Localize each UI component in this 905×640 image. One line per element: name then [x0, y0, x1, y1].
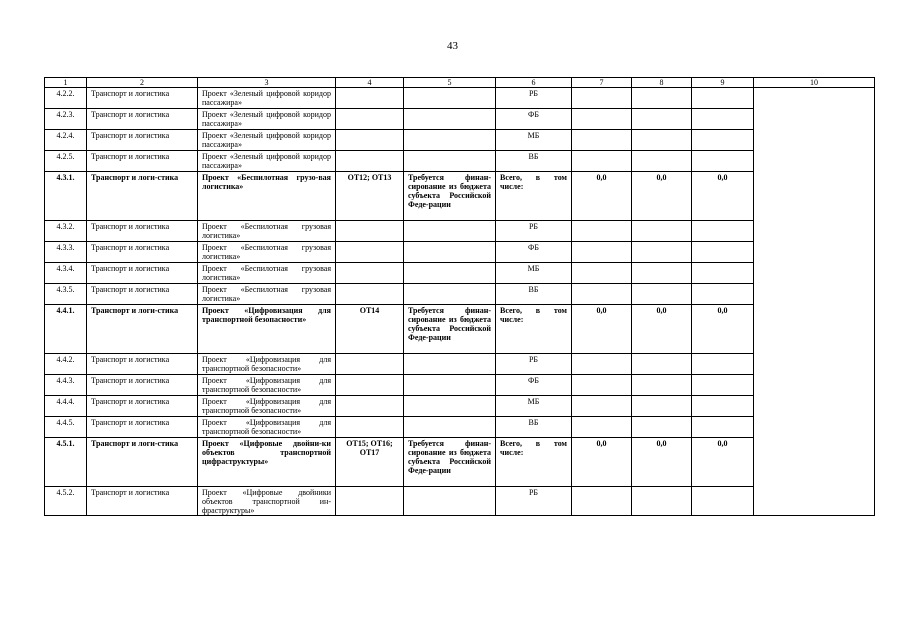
row-value-2 — [632, 354, 692, 375]
row-value-1 — [572, 242, 632, 263]
row-indicators — [336, 284, 404, 305]
row-value-1 — [572, 284, 632, 305]
row-value-2 — [632, 242, 692, 263]
table-row — [45, 487, 875, 516]
table-row — [45, 172, 875, 221]
row-project: Проект «Цифровизация для транспортной безопасности» — [198, 396, 336, 417]
row-value-3 — [692, 151, 754, 172]
row-value-3: 0,0 — [692, 438, 754, 487]
row-col-10 — [754, 375, 875, 396]
row-indicators — [336, 263, 404, 284]
row-value-1 — [572, 151, 632, 172]
row-col-10 — [754, 354, 875, 375]
row-value-2 — [632, 375, 692, 396]
table-row — [45, 438, 875, 487]
row-col-10 — [754, 109, 875, 130]
row-number: 4.3.4. — [45, 263, 87, 284]
row-col-10 — [754, 130, 875, 151]
row-budget-source: ФБ — [496, 242, 572, 263]
row-project: Проект «Беспилотная грузовая логистика» — [198, 263, 336, 284]
row-sector: Транспорт и логистика — [87, 375, 198, 396]
header-col-7: 7 — [572, 78, 632, 88]
row-project: Проект «Цифровизация для транспортной безопасности» — [198, 375, 336, 396]
row-col-10 — [754, 172, 875, 221]
row-number: 4.2.4. — [45, 130, 87, 151]
row-value-3 — [692, 487, 754, 516]
row-value-2 — [632, 130, 692, 151]
row-value-1: 0,0 — [572, 305, 632, 354]
row-funding-note — [404, 221, 496, 242]
header-col-10: 10 — [754, 78, 875, 88]
row-value-1 — [572, 263, 632, 284]
row-funding-note — [404, 88, 496, 109]
row-value-1 — [572, 396, 632, 417]
row-value-2: 0,0 — [632, 438, 692, 487]
row-funding-note — [404, 284, 496, 305]
row-budget-source: РБ — [496, 354, 572, 375]
row-funding-note — [404, 354, 496, 375]
row-sector: Транспорт и логистика — [87, 130, 198, 151]
row-sector: Транспорт и логистика — [87, 263, 198, 284]
table-row — [45, 263, 875, 284]
row-funding-note: Требуется финан-сирование из бюджета субъекта Российской Феде-рации — [404, 305, 496, 354]
row-sector: Транспорт и логистика — [87, 396, 198, 417]
row-sector: Транспорт и логистика — [87, 417, 198, 438]
row-value-2: 0,0 — [632, 172, 692, 221]
row-sector: Транспорт и логистика — [87, 88, 198, 109]
table-row — [45, 396, 875, 417]
row-indicators — [336, 242, 404, 263]
row-number: 4.3.3. — [45, 242, 87, 263]
row-value-3 — [692, 242, 754, 263]
row-value-3 — [692, 263, 754, 284]
row-value-1 — [572, 88, 632, 109]
row-col-10 — [754, 417, 875, 438]
row-value-2 — [632, 284, 692, 305]
row-budget-source: РБ — [496, 487, 572, 516]
row-col-10 — [754, 284, 875, 305]
header-col-1: 1 — [45, 78, 87, 88]
row-number: 4.5.2. — [45, 487, 87, 516]
row-value-3 — [692, 109, 754, 130]
row-budget-source: МБ — [496, 263, 572, 284]
row-value-3 — [692, 284, 754, 305]
row-value-1 — [572, 487, 632, 516]
row-indicators — [336, 109, 404, 130]
row-value-1 — [572, 221, 632, 242]
table-row — [45, 354, 875, 375]
row-indicators — [336, 151, 404, 172]
header-col-3: 3 — [198, 78, 336, 88]
row-number: 4.4.4. — [45, 396, 87, 417]
row-value-2 — [632, 151, 692, 172]
row-value-1 — [572, 417, 632, 438]
header-row — [45, 78, 875, 88]
row-project: Проект «Цифровые двойни-ки объектов транспортной цифраструктуры» — [198, 438, 336, 487]
row-value-1: 0,0 — [572, 172, 632, 221]
row-budget-source: ВБ — [496, 417, 572, 438]
row-funding-note — [404, 109, 496, 130]
row-budget-source: Всего, в том числе: — [496, 438, 572, 487]
table-row — [45, 221, 875, 242]
row-budget-source: РБ — [496, 88, 572, 109]
row-col-10 — [754, 263, 875, 284]
row-sector: Транспорт и логистика — [87, 221, 198, 242]
row-project: Проект «Беспилотная грузо-вая логистика» — [198, 172, 336, 221]
row-indicators — [336, 130, 404, 151]
row-number: 4.4.3. — [45, 375, 87, 396]
row-col-10 — [754, 487, 875, 516]
table-row — [45, 417, 875, 438]
row-value-1 — [572, 375, 632, 396]
row-value-3: 0,0 — [692, 172, 754, 221]
row-project: Проект «Зеленый цифровой коридор пассажира» — [198, 88, 336, 109]
table-row — [45, 151, 875, 172]
row-sector: Транспорт и логи-стика — [87, 172, 198, 221]
row-col-10 — [754, 242, 875, 263]
row-project: Проект «Цифровизация для транспортной безопасности» — [198, 417, 336, 438]
row-col-10 — [754, 396, 875, 417]
row-number: 4.4.1. — [45, 305, 87, 354]
row-indicators — [336, 88, 404, 109]
row-value-3 — [692, 88, 754, 109]
table-row — [45, 284, 875, 305]
table-row — [45, 109, 875, 130]
row-value-2 — [632, 221, 692, 242]
row-value-3 — [692, 221, 754, 242]
row-col-10 — [754, 88, 875, 109]
row-number: 4.4.2. — [45, 354, 87, 375]
row-number: 4.3.5. — [45, 284, 87, 305]
header-col-6: 6 — [496, 78, 572, 88]
row-funding-note — [404, 242, 496, 263]
row-value-2 — [632, 109, 692, 130]
row-sector: Транспорт и логи-стика — [87, 438, 198, 487]
row-project: Проект «Беспилотная грузовая логистика» — [198, 242, 336, 263]
row-col-10 — [754, 305, 875, 354]
row-budget-source: МБ — [496, 130, 572, 151]
row-project: Проект «Цифровизация для транспортной безопасности» — [198, 354, 336, 375]
row-value-3: 0,0 — [692, 305, 754, 354]
header-col-8: 8 — [632, 78, 692, 88]
row-number: 4.3.1. — [45, 172, 87, 221]
row-budget-source: МБ — [496, 396, 572, 417]
row-value-1 — [572, 354, 632, 375]
row-value-3 — [692, 130, 754, 151]
row-indicators: ОТ12; ОТ13 — [336, 172, 404, 221]
row-sector: Транспорт и логистика — [87, 284, 198, 305]
row-col-10 — [754, 151, 875, 172]
row-indicators: ОТ14 — [336, 305, 404, 354]
header-col-2: 2 — [87, 78, 198, 88]
row-indicators — [336, 417, 404, 438]
row-indicators — [336, 221, 404, 242]
row-funding-note: Требуется финан-сирование из бюджета субъекта Российской Феде-рации — [404, 172, 496, 221]
row-indicators — [336, 396, 404, 417]
row-budget-source: Всего, в том числе: — [496, 172, 572, 221]
row-number: 4.2.3. — [45, 109, 87, 130]
row-project: Проект «Цифровизация для транспортной безопасности» — [198, 305, 336, 354]
row-col-10 — [754, 221, 875, 242]
row-value-1: 0,0 — [572, 438, 632, 487]
row-sector: Транспорт и логистика — [87, 487, 198, 516]
row-budget-source: ВБ — [496, 284, 572, 305]
row-sector: Транспорт и логистика — [87, 354, 198, 375]
row-project: Проект «Зеленый цифровой коридор пассажира» — [198, 109, 336, 130]
row-budget-source: ФБ — [496, 109, 572, 130]
row-value-2 — [632, 417, 692, 438]
header-col-4: 4 — [336, 78, 404, 88]
row-sector: Транспорт и логистика — [87, 242, 198, 263]
row-funding-note — [404, 487, 496, 516]
row-value-2 — [632, 396, 692, 417]
row-funding-note — [404, 130, 496, 151]
row-budget-source: ВБ — [496, 151, 572, 172]
row-value-3 — [692, 375, 754, 396]
table-row — [45, 242, 875, 263]
data-table — [44, 77, 875, 516]
row-project: Проект «Беспилотная грузовая логистика» — [198, 284, 336, 305]
row-budget-source: РБ — [496, 221, 572, 242]
row-value-3 — [692, 354, 754, 375]
row-value-3 — [692, 417, 754, 438]
row-indicators: ОТ15; ОТ16; ОТ17 — [336, 438, 404, 487]
table-body — [45, 78, 875, 516]
row-indicators — [336, 487, 404, 516]
row-number: 4.4.5. — [45, 417, 87, 438]
row-value-3 — [692, 396, 754, 417]
row-number: 4.3.2. — [45, 221, 87, 242]
row-value-2: 0,0 — [632, 305, 692, 354]
row-budget-source: Всего, в том числе: — [496, 305, 572, 354]
row-sector: Транспорт и логистика — [87, 109, 198, 130]
row-project: Проект «Зеленый цифровой коридор пассажира» — [198, 151, 336, 172]
row-number: 4.2.2. — [45, 88, 87, 109]
row-value-1 — [572, 130, 632, 151]
row-indicators — [336, 354, 404, 375]
row-project: Проект «Зеленый цифровой коридор пассажира» — [198, 130, 336, 151]
row-number: 4.2.5. — [45, 151, 87, 172]
header-col-9: 9 — [692, 78, 754, 88]
row-indicators — [336, 375, 404, 396]
row-value-2 — [632, 487, 692, 516]
header-col-5: 5 — [404, 78, 496, 88]
row-budget-source: ФБ — [496, 375, 572, 396]
row-value-2 — [632, 263, 692, 284]
row-funding-note — [404, 263, 496, 284]
row-sector: Транспорт и логи-стика — [87, 305, 198, 354]
table-row — [45, 375, 875, 396]
table-row — [45, 88, 875, 109]
table-row — [45, 130, 875, 151]
row-sector: Транспорт и логистика — [87, 151, 198, 172]
row-value-1 — [572, 109, 632, 130]
row-col-10 — [754, 438, 875, 487]
row-number: 4.5.1. — [45, 438, 87, 487]
row-project: Проект «Цифровые двойники объектов транспортной ин-фраструктуры» — [198, 487, 336, 516]
row-funding-note — [404, 151, 496, 172]
row-funding-note — [404, 396, 496, 417]
row-value-2 — [632, 88, 692, 109]
row-funding-note — [404, 375, 496, 396]
table-row — [45, 305, 875, 354]
row-funding-note — [404, 417, 496, 438]
row-project: Проект «Беспилотная грузовая логистика» — [198, 221, 336, 242]
row-funding-note: Требуется финан-сирование из бюджета субъекта Российской Феде-рации — [404, 438, 496, 487]
page-number: 43 — [447, 40, 458, 52]
